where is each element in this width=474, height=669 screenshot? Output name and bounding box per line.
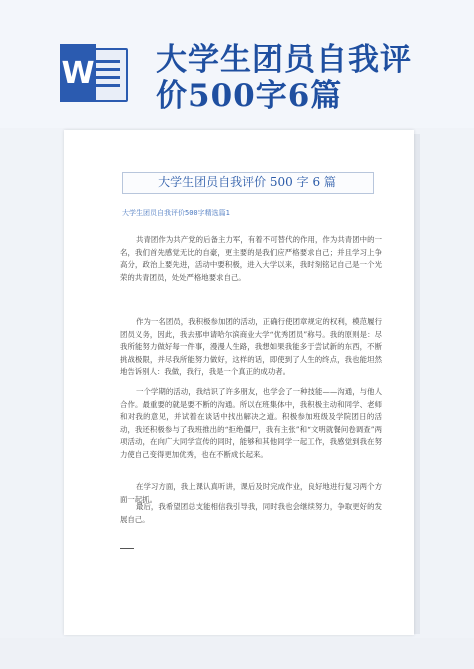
word-document-icon [60, 44, 128, 102]
bottom-band [0, 638, 474, 669]
paragraph-5: 最后，我希望团总支能相信我引导我，同时我也会继续努力，争取更好的发展自己。 [120, 502, 382, 524]
paragraph-1: 共青团作为共产党的后备主力军，有着不可替代的作用，作为共青团中的一名，我们首先感觉无比的自豪，更主要的是我们应严格要求自己；并且学习上争高分，政治上要先进，活动中要积极，进入大学以来，我时刻铭记自己是一个光荣的共青团员，处处严格地要求自己。 [120, 235, 382, 282]
paragraph-4: 在学习方面，我上课认真听讲，课后及时完成作业，良好地进行复习两个方面一起抓。 [120, 482, 382, 504]
header-banner [0, 0, 474, 128]
document-title: 大学生团员自我评价 500 字 6 篇 [158, 175, 336, 189]
paragraph-2: 作为一名团员，我积极参加团的活动，正确行使团章规定的权利，模范履行团员义务，因此，我去那申请哈尔滨商业大学“优秀团员”称号。我的原则是：尽我所能努力做好每一件事，漫漫人生路，我想如果我能多于尝试新的东西，不断挑战极限，并尽我所能努力做好，这样的话，即使到了人生的终点，我也能坦然地告诉别人：我做，我行，我是一个真正的成功者。 [120, 317, 382, 377]
document-page [64, 130, 414, 635]
paragraph-3: 一个学期的活动，我结识了许多朋友，也学会了一种技能——沟通，与他人合作。最重要的就是要不断的沟通。所以在班集体中，我积极主动和同学、老师和对我的意见，并试着在谈话中找出解决之道。积极参加班级及学院团日的活动，我还积极参与了我班推出的“拒绝僵尸，我有主张”和“文明就餐问卷调查”两项活动，在向广大同学宣传的同时，能够和其他同学一起工作，我感觉到我在努力使自己变得更加优秀，也在不断成长起来。 [120, 387, 382, 459]
word-logo-letter: W [60, 44, 96, 102]
text-cursor-mark [120, 538, 134, 549]
page-title-line2: 价500字6篇 [156, 78, 343, 114]
section-heading: 大学生团员自我评价500字精选篇1 [122, 209, 230, 217]
page-title-line1: 大学生团员自我评 [156, 42, 412, 78]
